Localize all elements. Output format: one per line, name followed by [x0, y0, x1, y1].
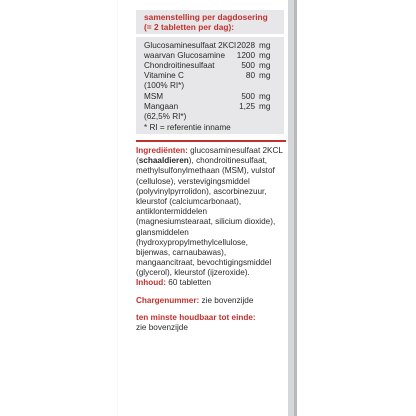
package-edge-shadow: [294, 0, 297, 416]
nutrient-amount: 1,25: [239, 102, 255, 111]
nutrient-name: Vitamine C: [144, 71, 184, 80]
nutrient-unit: mg: [259, 51, 271, 60]
nutrient-row: [144, 81, 279, 91]
nutrient-row: [144, 61, 279, 71]
expiry-value: zie bovenzijde: [136, 323, 188, 333]
batch-value: zie bovenzijde: [199, 296, 254, 305]
nutrient-row: [144, 41, 279, 51]
nutrient-amount: 1200: [236, 51, 255, 60]
nutrient-amount: 2028: [236, 41, 255, 50]
nutrient-name: MSM: [144, 92, 164, 101]
expiry-block: [136, 313, 284, 333]
nutrient-row: [144, 112, 279, 122]
contents-label: Inhoud:: [136, 278, 167, 287]
panel-title-line1: samenstelling per dagdosering: [144, 12, 268, 22]
ingredients-label: Ingrediënten:: [136, 146, 188, 155]
nutrient-amount: 500: [241, 61, 255, 70]
nutrient-unit: mg: [259, 61, 271, 70]
allergen-text: schaaldieren: [138, 156, 189, 166]
expiry-label: ten minste houdbaar tot einde:: [136, 313, 256, 322]
nutrient-amount: 500: [241, 92, 255, 101]
nutrient-amount: 80: [245, 71, 255, 80]
nutrient-row: [144, 71, 279, 81]
nutrient-name: Glucosaminesulfaat 2KCl: [144, 41, 236, 50]
nutrient-name: Chondroitinesulfaat: [144, 61, 215, 70]
panel-footnote: * RI = referentie inname: [144, 123, 231, 132]
batch-line: [136, 296, 284, 306]
nutrient-unit: mg: [259, 92, 271, 101]
panel-separator: [136, 34, 284, 37]
nutrient-name: waarvan Glucosamine: [144, 51, 226, 60]
batch-label: Chargenummer:: [136, 296, 200, 305]
contents-value: 60 tabletten: [166, 278, 212, 287]
nutrient-unit: mg: [259, 102, 271, 111]
red-divider: [136, 140, 286, 142]
nutrient-row: [144, 51, 279, 61]
panel-title-line2: (= 2 tabletten per dag):: [144, 22, 235, 33]
ingredients-paragraph: [136, 146, 284, 279]
contents-line: [136, 278, 284, 288]
ingredients-text-b: ), chondroitinesulfaat, methylsulfonylmethaan (MSM), vulstof (cellulose), verstevigingsmiddel (polyvinylpyrrolidon), ascorbinezuur, kleurstof (calciumcarbonaat), antiklontermiddelen (magnesiumstearaat, silicium dioxide), glansmiddelen (hydroxypropylmethylcellulose, bijenwas, carnaubawas), mangaancitraat, bevochtigingsmiddel (glycerol), kleurstof (ijzeroxide).: [136, 156, 276, 278]
nutrient-unit: mg: [259, 71, 271, 80]
nutrient-name: (100% RI*): [144, 81, 185, 90]
nutrition-panel: [136, 10, 284, 134]
nutrient-row: [144, 102, 279, 112]
panel-title: [144, 12, 284, 33]
nutrient-unit: mg: [259, 41, 271, 50]
nutrient-row: [144, 92, 279, 102]
ingredients-text-a: glucosaminesulfaat 2KCL (: [136, 146, 283, 166]
nutrient-name: Mangaan: [144, 102, 179, 111]
nutrient-name: (62,5% RI*): [144, 112, 187, 121]
